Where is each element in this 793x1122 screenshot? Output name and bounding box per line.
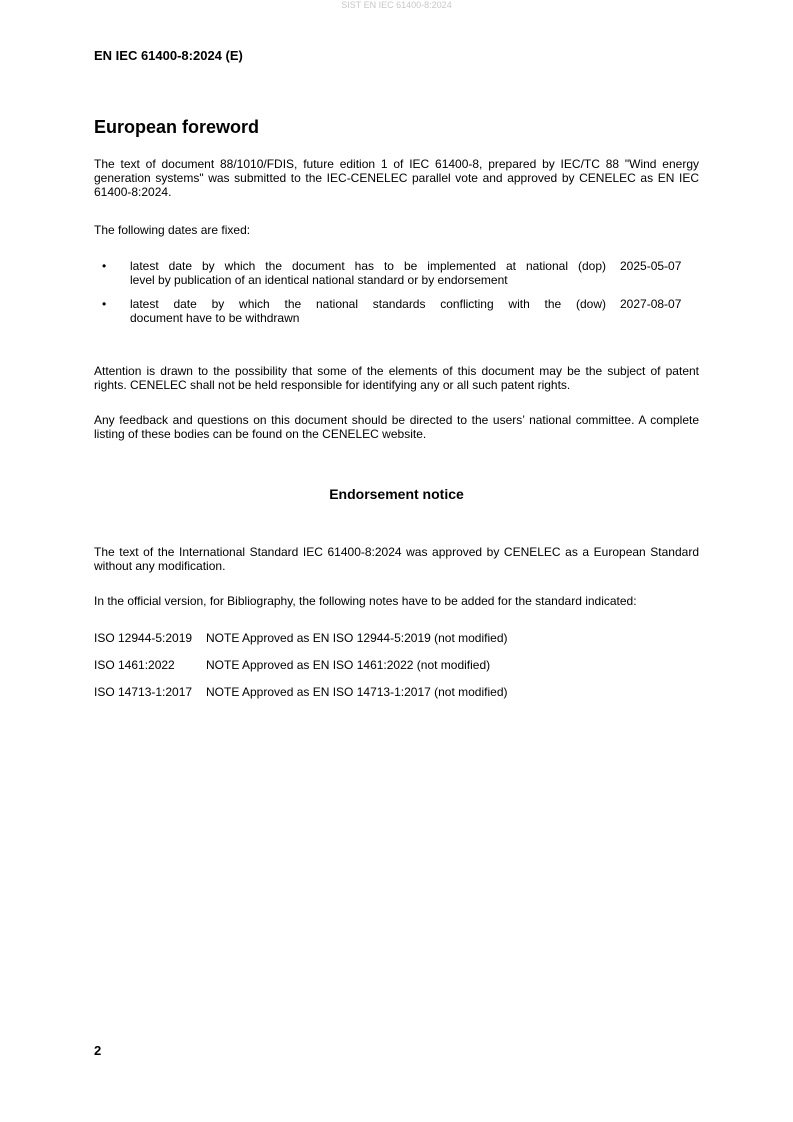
bibliography-intro-block xyxy=(94,594,699,608)
endorsement-text-block xyxy=(94,545,699,573)
feedback-block xyxy=(94,413,699,441)
bibliography-note xyxy=(94,631,508,645)
foreword-intro: The text of document 88/1010/FDIS, future edition 1 of IEC 61400-8, prepared by IEC/TC 88 "Wind energy generation systems" was submitted to the IEC-CENELEC parallel vote and approved by CENELEC as EN IEC 61400-8:2024. xyxy=(94,157,699,199)
foreword-intro-block xyxy=(94,157,699,199)
feedback-text: Any feedback and questions on this document should be directed to the users’ national committee. A complete listing of these bodies can be found on the CENELEC website. xyxy=(94,413,699,441)
date-item-description xyxy=(130,259,606,287)
standard-reference: ISO 14713-1:2017 xyxy=(94,685,193,699)
patent-notice: Attention is drawn to the possibility that some of the elements of this document may be the subject of patent rights. CENELEC shall not be held responsible for identifying any or all such patent rights. xyxy=(94,364,699,392)
note-text: NOTE Approved as EN ISO 14713-1:2017 (not modified) xyxy=(206,685,508,699)
foreword-title: European foreword xyxy=(94,117,260,137)
patent-notice-block xyxy=(94,364,699,392)
dates-intro-block xyxy=(94,223,699,237)
date-value: 2027-08-07 xyxy=(620,297,682,311)
dates-intro: The following dates are fixed: xyxy=(94,223,251,237)
page-number: 2 xyxy=(94,1043,102,1058)
date-value: 2025-05-07 xyxy=(620,259,682,273)
date-item-line2: document have to be withdrawn xyxy=(130,311,300,325)
document-header: EN IEC 61400-8:2024 (E) xyxy=(94,48,243,63)
standard-reference: ISO 1461:2022 xyxy=(94,658,175,672)
endorsement-title: Endorsement notice xyxy=(329,486,464,502)
bibliography-note xyxy=(94,658,490,672)
note-text: NOTE Approved as EN ISO 1461:2022 (not modified) xyxy=(206,658,491,672)
date-item-description xyxy=(130,297,606,325)
endorsement-text: The text of the International Standard IEC 61400-8:2024 was approved by CENELEC as a European Standard without any modification. xyxy=(94,545,699,573)
bibliography-intro: In the official version, for Bibliography, the following notes have to be added for the standard indicated: xyxy=(94,594,637,608)
date-item-line2: level by publication of an identical national standard or by endorsement xyxy=(130,273,508,287)
bullet-icon: • xyxy=(102,259,107,273)
date-item-line1: latest date by which the document has to be implemented at national (dop) xyxy=(130,259,606,273)
bullet-icon: • xyxy=(102,297,107,311)
note-text: NOTE Approved as EN ISO 12944-5:2019 (not modified) xyxy=(206,631,508,645)
watermark: SIST EN IEC 61400-8:2024 xyxy=(341,0,452,10)
date-item-line1: latest date by which the national standards conflicting with the (dow) xyxy=(130,297,606,311)
bibliography-note xyxy=(94,685,508,699)
standard-reference: ISO 12944-5:2019 xyxy=(94,631,193,645)
